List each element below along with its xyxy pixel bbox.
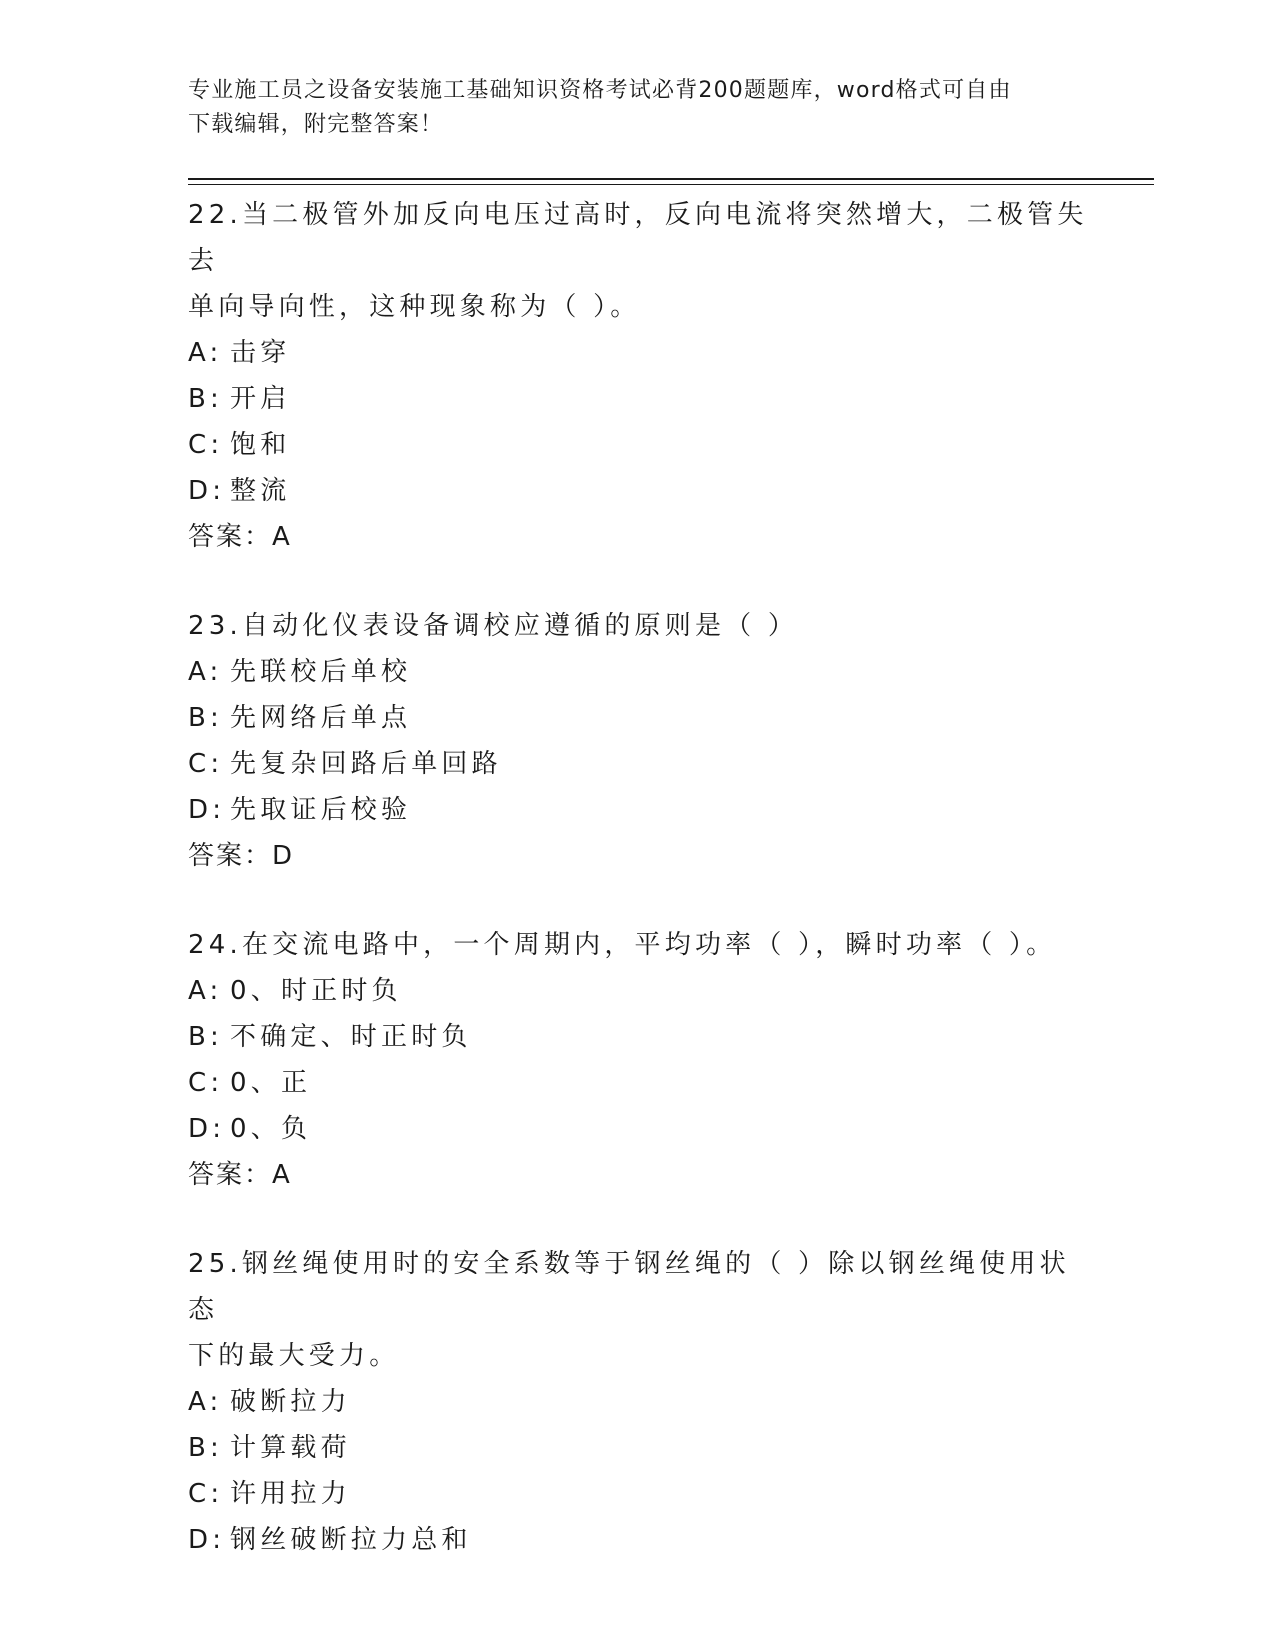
option-text: 整流 [230, 476, 291, 506]
answer-line [188, 833, 1088, 879]
answer-label: 答案： [188, 841, 273, 871]
header-line-1: 专业施工员之设备安装施工基础知识资格考试必背200题题库，word格式可自由 [188, 78, 1012, 103]
option-d [188, 468, 1088, 514]
option-key: B: [188, 703, 223, 733]
option-text: 先网络后单点 [230, 703, 412, 733]
option-text: 0、正 [230, 1068, 312, 1098]
option-text: 击穿 [230, 338, 291, 368]
option-text: 破断拉力 [230, 1387, 351, 1417]
question-stem-line-1: 25.钢丝绳使用时的安全系数等于钢丝绳的（ ）除以钢丝绳使用状态 [188, 1249, 1070, 1325]
option-key: B: [188, 384, 223, 414]
option-text: 饱和 [230, 430, 291, 460]
option-text: 0、负 [230, 1114, 312, 1144]
question-stem-line-2: 下的最大受力。 [188, 1341, 400, 1371]
question-stem-line-1: 22.当二极管外加反向电压过高时，反向电流将突然增大，二极管失去 [188, 200, 1088, 276]
option-d [188, 1106, 1088, 1152]
question-list [188, 192, 1088, 1563]
option-key: C: [188, 430, 224, 460]
option-c [188, 741, 1088, 787]
option-key: C: [188, 1068, 224, 1098]
option-text: 先取证后校验 [230, 795, 412, 825]
answer-value: D [272, 841, 293, 871]
option-text: 计算载荷 [230, 1433, 351, 1463]
option-b [188, 1425, 1088, 1471]
question-stem-line-2: 单向导向性，这种现象称为（ ）。 [188, 292, 641, 322]
question-stem-line-1: 24.在交流电路中，一个周期内，平均功率（ ），瞬时功率（ ）。 [188, 930, 1057, 960]
header-divider-thick [188, 178, 1154, 180]
option-text: 不确定、时正时负 [230, 1022, 472, 1052]
option-a [188, 1379, 1088, 1425]
option-c [188, 1060, 1088, 1106]
option-text: 先复杂回路后单回路 [230, 749, 502, 779]
option-d [188, 1517, 1088, 1563]
option-c [188, 422, 1088, 468]
header-divider-thin [188, 184, 1154, 185]
option-key: A: [188, 1387, 223, 1417]
option-b [188, 376, 1088, 422]
option-text: 钢丝破断拉力总和 [230, 1525, 472, 1555]
option-a [188, 330, 1088, 376]
option-c [188, 1471, 1088, 1517]
header-line-2: 下载编辑，附完整答案！ [188, 112, 444, 137]
answer-label: 答案： [188, 522, 273, 552]
option-key: A: [188, 338, 223, 368]
question-22 [188, 192, 1088, 560]
option-text: 先联校后单校 [230, 657, 412, 687]
option-b [188, 1014, 1088, 1060]
question-24 [188, 922, 1088, 1198]
option-key: B: [188, 1433, 223, 1463]
document-header [188, 74, 1088, 142]
answer-value: A [272, 1160, 290, 1190]
question-stem-line-1: 23.自动化仪表设备调校应遵循的原则是（ ） [188, 611, 799, 641]
option-key: C: [188, 749, 224, 779]
answer-value: A [272, 522, 290, 552]
answer-label: 答案： [188, 1160, 273, 1190]
option-key: D: [188, 476, 226, 506]
answer-line [188, 1152, 1088, 1198]
question-25 [188, 1241, 1088, 1563]
option-a [188, 649, 1088, 695]
option-b [188, 695, 1088, 741]
option-text: 许用拉力 [230, 1479, 351, 1509]
option-key: A: [188, 657, 223, 687]
option-a [188, 968, 1088, 1014]
option-key: A: [188, 976, 223, 1006]
question-23 [188, 603, 1088, 879]
option-key: B: [188, 1022, 223, 1052]
option-d [188, 787, 1088, 833]
option-key: C: [188, 1479, 224, 1509]
option-text: 0、时正时负 [230, 976, 402, 1006]
option-key: D: [188, 795, 226, 825]
option-key: D: [188, 1525, 226, 1555]
option-text: 开启 [230, 384, 291, 414]
option-key: D: [188, 1114, 226, 1144]
answer-line [188, 514, 1088, 560]
